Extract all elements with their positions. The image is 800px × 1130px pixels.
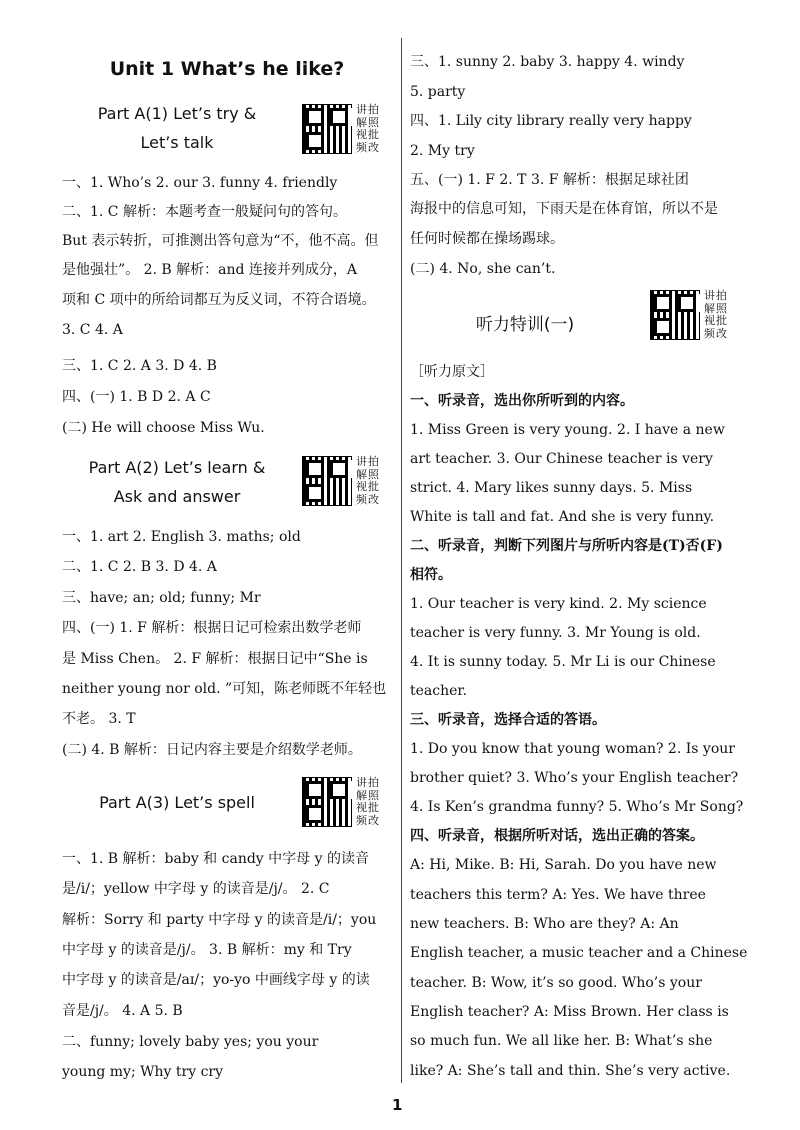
listening-instruction: 四、听录音，根据所听对话，选出正确的答案。: [410, 828, 704, 844]
listening-instruction: 相符。: [410, 567, 452, 583]
qr-code-icon: [302, 104, 352, 154]
answer-line: (二) 4. No, she can’t.: [410, 261, 556, 277]
answer-line: 中字母 y 的读音是/aɪ/；yo-yo 中画线字母 y 的读: [62, 972, 370, 988]
listening-line: 1. Miss Green is very young. 2. I have a new: [410, 422, 725, 438]
answer-line: 四、1. Lily city library really very happy: [410, 113, 692, 129]
section-title-part-a3: Part A(3) Let’s spell: [99, 793, 255, 812]
answer-line: young my; Why try cry: [62, 1064, 224, 1080]
listening-line: strict. 4. Mary likes sunny days. 5. Miss: [410, 480, 693, 496]
qr-code-part-a3[interactable]: [302, 777, 384, 829]
answer-line: 项和 C 项中的所给词都互为反义词，不符合语境。: [62, 292, 376, 308]
listening-header: ［听力原文］: [410, 364, 494, 380]
listening-line: art teacher. 3. Our Chinese teacher is very: [410, 451, 713, 467]
qr-caption: 讲拍 解照 视批 频改: [704, 289, 728, 340]
listening-line: like? A: She’s tall and thin. She’s very active.: [410, 1063, 731, 1079]
answer-line: 四、(一) 1. B D 2. A C: [62, 389, 211, 405]
answer-line: 是他强壮”。 2. B 解析：and 连接并列成分，A: [62, 262, 358, 278]
qr-code-icon: [302, 777, 352, 827]
column-divider: [401, 38, 402, 1083]
answer-line: (二) He will choose Miss Wu.: [62, 420, 265, 436]
answer-line: 中字母 y 的读音是/j/。 3. B 解析：my 和 Try: [62, 942, 352, 958]
answer-line: 是 Miss Chen。 2. F 解析：根据日记中“She is: [62, 651, 368, 667]
section-title-part-a1-line2: Let’s talk: [140, 133, 214, 152]
listening-line: 1. Do you know that young woman? 2. Is your: [410, 741, 735, 757]
qr-code-listening[interactable]: [650, 290, 732, 342]
answer-line: 解析：Sorry 和 party 中字母 y 的读音是/i/；you: [62, 912, 377, 928]
answer-line: 音是/j/。 4. A 5. B: [62, 1003, 183, 1019]
answer-line: 五、(一) 1. F 2. T 3. F 解析：根据足球社团: [410, 172, 689, 188]
answer-line: 三、have; an; old; funny; Mr: [62, 590, 261, 606]
listening-line: so much fun. We all like her. B: What’s she: [410, 1033, 713, 1049]
qr-caption: 讲拍 解照 视批 频改: [356, 455, 380, 506]
qr-code-icon: [650, 290, 700, 340]
qr-caption: 讲拍 解照 视批 频改: [356, 776, 380, 827]
listening-line: teachers this term? A: Yes. We have three: [410, 887, 706, 903]
listening-line: A: Hi, Mike. B: Hi, Sarah. Do you have new: [410, 857, 717, 873]
listening-line: teacher. B: Wow, it’s so good. Who’s your: [410, 975, 702, 991]
answer-line: 二、funny; lovely baby yes; you your: [62, 1034, 319, 1050]
listening-line: 4. Is Ken’s grandma funny? 5. Who’s Mr Song?: [410, 799, 744, 815]
answer-line: 三、1. C 2. A 3. D 4. B: [62, 358, 217, 374]
qr-code-part-a1[interactable]: [302, 104, 384, 156]
listening-instruction: 三、听录音，选择合适的答语。: [410, 712, 606, 728]
unit-title: Unit 1 What’s he like?: [109, 58, 345, 80]
listening-line: brother quiet? 3. Who’s your English teacher?: [410, 770, 739, 786]
answer-line: 三、1. sunny 2. baby 3. happy 4. windy: [410, 54, 685, 70]
answer-line: 二、1. C 2. B 3. D 4. A: [62, 559, 217, 575]
answer-line: neither young nor old. ”可知，陈老师既不年轻也: [62, 681, 387, 697]
listening-line: teacher.: [410, 683, 468, 699]
answer-line: 一、1. art 2. English 3. maths; old: [62, 529, 301, 545]
qr-code-icon: [302, 456, 352, 506]
section-title-part-a2-line2: Ask and answer: [113, 487, 241, 506]
listening-line: English teacher? A: Miss Brown. Her class is: [410, 1004, 729, 1020]
answer-line: 四、(一) 1. F 解析：根据日记可检索出数学老师: [62, 620, 362, 636]
answer-line: 任何时候都在操场踢球。: [410, 231, 564, 247]
listening-line: teacher is very funny. 3. Mr Young is old.: [410, 625, 701, 641]
qr-caption: 讲拍 解照 视批 频改: [356, 103, 380, 154]
answer-line: 一、1. Who’s 2. our 3. funny 4. friendly: [62, 175, 338, 191]
listening-line: White is tall and fat. And she is very funny.: [410, 509, 715, 525]
listening-instruction: 二、听录音，判断下列图片与所听内容是(T)否(F): [410, 538, 723, 554]
listening-line: 4. It is sunny today. 5. Mr Li is our Chinese: [410, 654, 716, 670]
listening-title: 听力特训(一): [475, 315, 575, 335]
listening-line: new teachers. B: Who are they? A: An: [410, 916, 679, 932]
answer-line: 海报中的信息可知，下雨天是在体育馆，所以不是: [410, 201, 718, 217]
listening-line: English teacher, a music teacher and a Chinese: [410, 945, 748, 961]
listening-instruction: 一、听录音，选出你所听到的内容。: [410, 393, 634, 409]
answer-line: 一、1. B 解析：baby 和 candy 中字母 y 的读音: [62, 851, 369, 867]
section-title-part-a2-line1: Part A(2) Let’s learn &: [88, 458, 266, 477]
answer-line: 2. My try: [410, 143, 475, 159]
listening-line: 1. Our teacher is very kind. 2. My science: [410, 596, 707, 612]
qr-code-part-a2[interactable]: [302, 456, 384, 508]
answer-line: But 表示转折，可推测出答句意为“不，他不高。但: [62, 233, 379, 249]
answer-line: 二、1. C 解析：本题考查一般疑问句的答句。: [62, 204, 347, 220]
section-title-part-a1-line1: Part A(1) Let’s try &: [97, 104, 257, 123]
answer-line: 是/i/；yellow 中字母 y 的读音是/j/。 2. C: [62, 881, 330, 897]
answer-line: 3. C 4. A: [62, 322, 123, 338]
answer-line: 不老。 3. T: [62, 711, 136, 727]
answer-line: (二) 4. B 解析：日记内容主要是介绍数学老师。: [62, 742, 362, 758]
page-number: 1: [392, 1096, 403, 1114]
answer-line: 5. party: [410, 84, 466, 100]
